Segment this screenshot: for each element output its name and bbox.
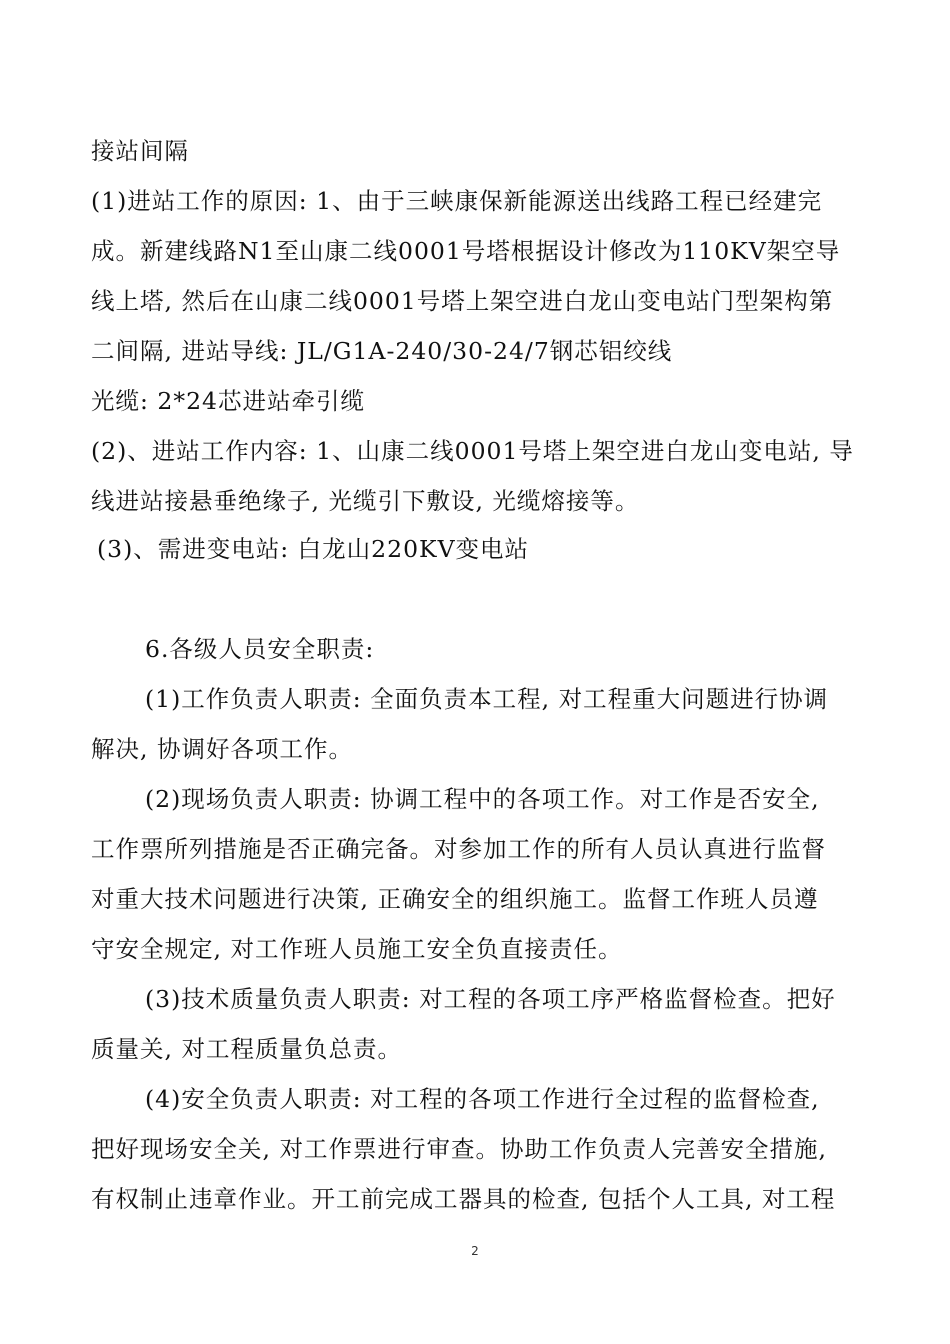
text-line: 线上塔, 然后在山康二线0001号塔上架空进白龙山变电站门型架构第 [91, 287, 834, 315]
text-line: 工作票所列措施是否正确完备。对参加工作的所有人员认真进行监督 [91, 835, 826, 863]
text-line: (3)技术质量负责人职责: 对工程的各项工序严格监督检查。把好 [145, 985, 836, 1013]
text-line: 线进站接悬垂绝缘子, 光缆引下敷设, 光缆熔接等。 [91, 487, 640, 515]
text-line: 成。新建线路N1至山康二线0001号塔根据设计修改为110KV架空导 [91, 237, 841, 265]
text-line: 接站间隔 [91, 137, 189, 165]
text-line: 有权制止违章作业。开工前完成工器具的检查, 包括个人工具, 对工程 [91, 1185, 836, 1213]
text-line: 把好现场安全关, 对工作票进行审查。协助工作负责人完善安全措施, [91, 1135, 827, 1163]
text-line: (2)现场负责人职责: 协调工程中的各项工作。对工作是否安全, [145, 785, 820, 813]
text-line: (2)、进站工作内容: 1、山康二线0001号塔上架空进白龙山变电站, 导 [91, 437, 854, 465]
text-line: (3)、需进变电站: 白龙山220KV变电站 [97, 535, 530, 563]
text-line: 质量关, 对工程质量负总责。 [91, 1035, 402, 1063]
text-line: 光缆: 2*24芯进站牵引缆 [91, 387, 365, 415]
text-line: (1)工作负责人职责: 全面负责本工程, 对工程重大问题进行协调 [145, 685, 829, 713]
text-line: (1)进站工作的原因: 1、由于三峡康保新能源送出线路工程已经建完 [91, 187, 823, 215]
section-heading: 6.各级人员安全职责: [145, 635, 375, 663]
page-number: 2 [471, 1244, 479, 1258]
text-line: 二间隔, 进站导线: JL/G1A-240/30-24/7钢芯铝绞线 [91, 337, 673, 365]
text-line: 解决, 协调好各项工作。 [91, 735, 353, 763]
text-line: 对重大技术问题进行决策, 正确安全的组织施工。监督工作班人员遵 [91, 885, 819, 913]
text-line: (4)安全负责人职责: 对工程的各项工作进行全过程的监督检查, [145, 1085, 820, 1113]
text-line: 守安全规定, 对工作班人员施工安全负直接责任。 [91, 935, 623, 963]
